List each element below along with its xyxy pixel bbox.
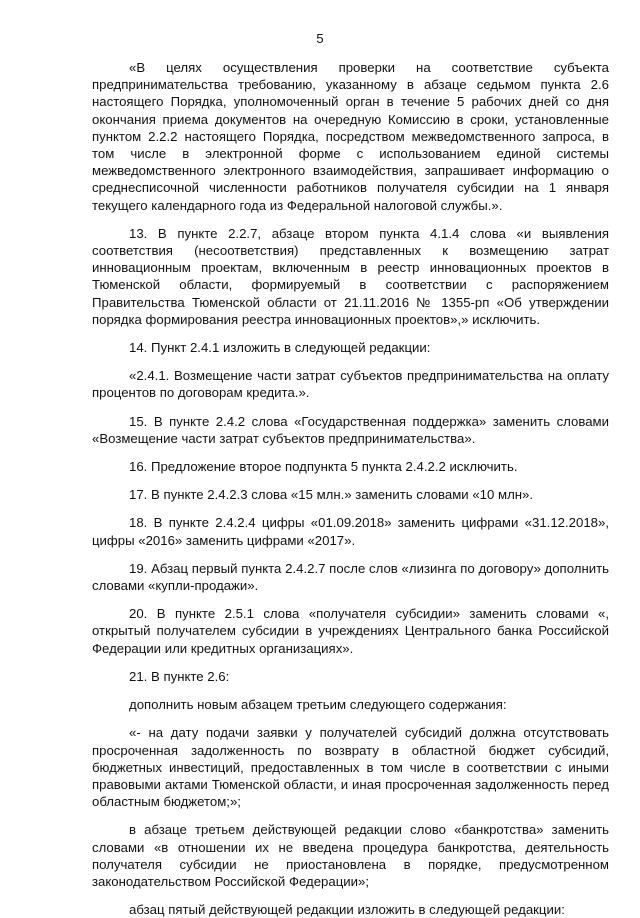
paragraph-item-14-text: «2.4.1. Возмещение части затрат субъектов предпринимательства на оплату процентов по договорам кредита.». [92, 368, 609, 401]
paragraph-item-14: 14. Пункт 2.4.1 изложить в следующей редакции: [129, 340, 431, 356]
paragraph-item-17: 17. В пункте 2.4.2.3 слова «15 млн.» заменить словами «10 млн». [129, 487, 534, 503]
page-number: 5 [316, 31, 324, 46]
document-body [92, 59, 609, 918]
paragraph-item-21-amendment: в абзаце третьем действующей редакции слово «банкротства» заменить словами «в отношении их не введена процедура банкротства, деятельность получателя субсидии не приостановлена в порядке, предусмотренном законодательством Российской Федерации»; [92, 822, 609, 889]
paragraph-item-15: 15. В пункте 2.4.2 слова «Государственная поддержка» заменить словами «Возмещение части затрат субъектов предпринимательства». [92, 413, 609, 446]
paragraph-item-21-last: абзац пятый действующей редакции изложить в следующей редакции: [129, 902, 565, 918]
paragraph-item-16: 16. Предложение второе подпункта 5 пункта 2.4.2.2 исключить. [129, 459, 518, 475]
paragraph-item-21-intro: дополнить новым абзацем третьим следующего содержания: [129, 697, 507, 713]
paragraph-item-20: 20. В пункте 2.5.1 слова «получателя субсидии» заменить словами «, открытый получателем субсидии в учреждениях Центрального банка Российской Федерации или кредитных организациях». [92, 606, 609, 656]
paragraph-item-13: 13. В пункте 2.2.7, абзаце втором пункта 4.1.4 слова «и выявления соответствия (несоответствия) представленных к возмещению затрат инновационным проектам, включенным в реестр инновационных проектов в Тюменской области, формируемый в соответствии с распоряжением Правительства Тюменской области от 21.11.2016 № 1355-рп «Об утверждении порядка формирования реестра инновационных проектов»,» исключить. [92, 225, 609, 327]
paragraph-item-18: 18. В пункте 2.4.2.4 цифры «01.09.2018» заменить цифрами «31.12.2018», цифры «2016» заменить цифрами «2017». [92, 515, 609, 548]
paragraph-item-19: 19. Абзац первый пункта 2.4.2.7 после слов «лизинга по договору» дополнить словами «купли-продажи». [92, 560, 609, 594]
paragraph-item-21: 21. В пункте 2.6: [129, 668, 230, 684]
paragraph-12-continuation: «В целях осуществления проверки на соответствие субъекта предпринимательства требованию, указанному в абзаце седьмом пункта 2.6 настоящего Порядка, уполномоченный орган в течение 5 рабочих дней со дня окончания приема документов на очередную Комиссию в сроки, установленные пунктом 2.2.2 настоящего Порядка, посредством межведомственного запроса, в том числе в электронной форме с использованием единой системы межведомственного электронного взаимодействия, запрашивает информацию о среднесписочной численности работников получателя субсидии на 1 января текущего календарного года из Федеральной налоговой службы.». [92, 60, 609, 213]
paragraph-item-21-new-text: «- на дату подачи заявки у получателей субсидий должна отсутствовать просроченная задолженность по возврату в областной бюджет субсидий, бюджетных инвестиций, предоставленных в том числе в соответствии с иными правовыми актами Тюменской области, и иная просроченная задолженность перед областным бюджетом;»; [92, 725, 609, 810]
